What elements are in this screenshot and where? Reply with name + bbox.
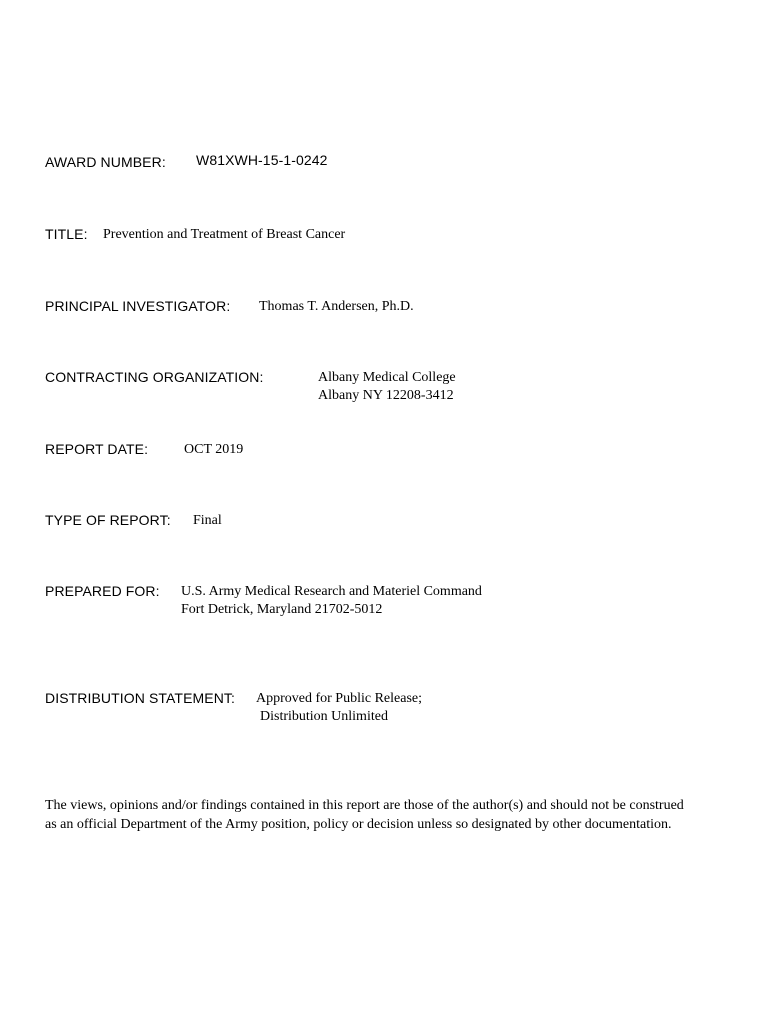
- prepared-for-label: PREPARED FOR:: [45, 583, 160, 599]
- report-type-label: TYPE OF REPORT:: [45, 512, 171, 528]
- award-number-label: AWARD NUMBER:: [45, 154, 166, 170]
- contracting-organization-label: CONTRACTING ORGANIZATION:: [45, 369, 264, 385]
- report-type-value: Final: [193, 513, 222, 528]
- principal-investigator-label: PRINCIPAL INVESTIGATOR:: [45, 298, 231, 314]
- disclaimer-paragraph: [45, 796, 745, 834]
- prepared-for-value: [181, 583, 482, 619]
- contracting-organization-value: [318, 369, 456, 405]
- disclaimer-line: The views, opinions and/or findings contained in this report are those of the author(s) and should not be construed: [45, 798, 684, 813]
- distribution-statement-label: DISTRIBUTION STATEMENT:: [45, 690, 236, 706]
- distribution-statement-line2: Distribution Unlimited: [260, 709, 388, 724]
- title-value: Prevention and Treatment of Breast Cancer: [103, 227, 346, 242]
- distribution-statement-line1: Approved for Public Release;: [256, 691, 423, 706]
- organization-address: Albany NY 12208-3412: [318, 388, 454, 403]
- report-date-value: OCT 2019: [184, 442, 244, 457]
- award-number-value: W81XWH-15-1-0242: [196, 152, 328, 168]
- prepared-for-organization: U.S. Army Medical Research and Materiel Command: [181, 584, 482, 599]
- organization-name: Albany Medical College: [318, 370, 456, 385]
- principal-investigator-value: Thomas T. Andersen, Ph.D.: [259, 299, 414, 314]
- prepared-for-address: Fort Detrick, Maryland 21702-5012: [181, 602, 383, 617]
- disclaimer-line: as an official Department of the Army position, policy or decision unless so designated by other documentation.: [45, 817, 672, 832]
- title-label: TITLE:: [45, 226, 88, 242]
- report-date-label: REPORT DATE:: [45, 441, 149, 457]
